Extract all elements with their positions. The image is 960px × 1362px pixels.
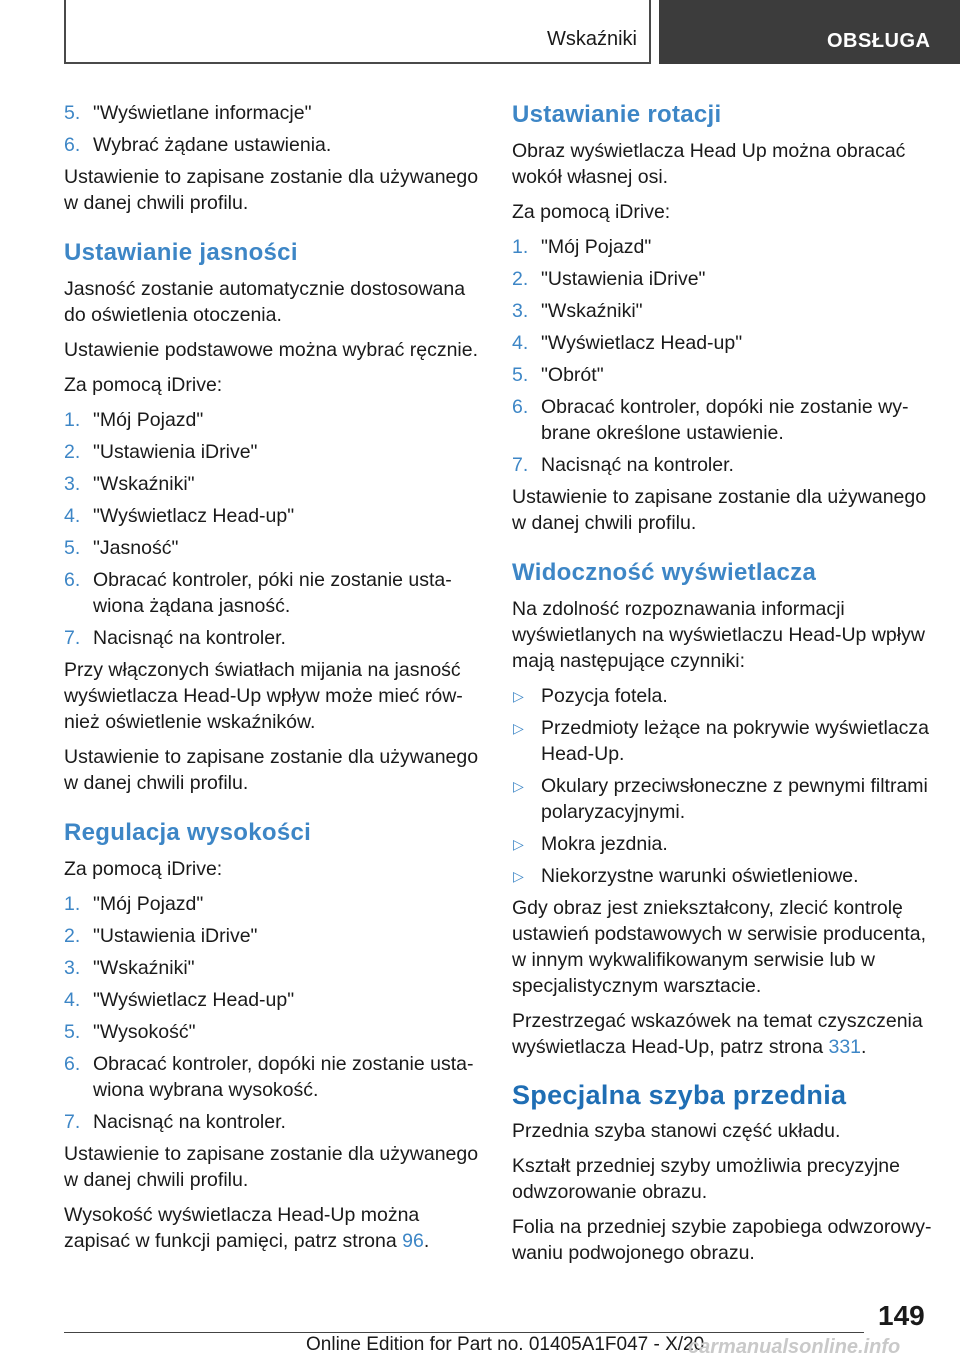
list-item: ▷ Okulary przeciwsłoneczne z pewnymi filtrami polaryzacyjnymi. bbox=[513, 775, 928, 823]
list-item: 3. "Wskaźniki" bbox=[512, 300, 643, 322]
list-item: 2. "Ustawienia iDrive" bbox=[64, 441, 258, 463]
steps-list-top bbox=[64, 100, 484, 158]
footer-divider bbox=[64, 1332, 864, 1333]
paragraph: Za pomocą iDrive: bbox=[64, 374, 223, 396]
list-item: 6. Obracać kontroler, póki nie zostanie ustawiona żądana jasność. bbox=[64, 569, 452, 617]
paragraph: Przestrzegać wskazówek na temat czyszczenia wyświetlacza Head-Up, patrz strona 331. bbox=[512, 1010, 923, 1058]
steps-list-height bbox=[64, 891, 484, 1135]
list-item: 7. Nacisnąć na kontroler. bbox=[64, 1111, 286, 1133]
paragraph: Obraz wyświetlacza Head Up można obracać wokół własnej osi. bbox=[512, 140, 906, 188]
heading-rotation: Ustawianie rotacji bbox=[512, 101, 722, 128]
triangle-bullet-icon: ▷ bbox=[513, 720, 524, 736]
page-link-331[interactable]: 331 bbox=[828, 1036, 862, 1058]
section-title: Wskaźniki bbox=[546, 28, 637, 50]
list-item: ▷ Niekorzystne warunki oświetleniowe. bbox=[513, 865, 859, 887]
list-item: 5. "Wyświetlane informacje" bbox=[64, 102, 312, 124]
heading-height: Regulacja wysokości bbox=[64, 819, 312, 846]
paragraph: Przy włączonych światłach mijania na jasność wyświetlacza Head-Up wpływ może mieć również oświetlenie wskaźników. bbox=[64, 659, 463, 733]
right-column bbox=[512, 100, 932, 1275]
chapter-tab bbox=[659, 0, 960, 64]
triangle-bullet-icon: ▷ bbox=[513, 688, 524, 704]
list-item: 4. "Wyświetlacz Head-up" bbox=[512, 332, 743, 354]
paragraph: Za pomocą iDrive: bbox=[512, 201, 671, 223]
chapter-title: OBSŁUGA bbox=[827, 30, 931, 52]
steps-list-rotation bbox=[512, 234, 932, 478]
list-item: 4. "Wyświetlacz Head-up" bbox=[64, 989, 295, 1011]
list-item: 7. Nacisnąć na kontroler. bbox=[64, 627, 286, 649]
list-item: 4. "Wyświetlacz Head-up" bbox=[64, 505, 295, 527]
edition-text: Online Edition for Part no. 01405A1F047 - X/20 bbox=[306, 1334, 705, 1355]
paragraph: Przednia szyba stanowi część układu. bbox=[512, 1120, 841, 1142]
list-item: ▷ Pozycja fotela. bbox=[513, 685, 668, 707]
heading-brightness: Ustawianie jasności bbox=[64, 239, 298, 266]
triangle-bullet-icon: ▷ bbox=[513, 868, 524, 884]
left-column bbox=[64, 100, 484, 1263]
list-item: 6. Wybrać żądane ustawienia. bbox=[64, 134, 332, 156]
paragraph: Ustawienie to zapisane zostanie dla używanego w danej chwili profilu. bbox=[512, 486, 927, 534]
watermark: carmanualsonline.info bbox=[688, 1336, 901, 1358]
list-item: 5. "Jasność" bbox=[64, 537, 179, 559]
paragraph: Folia na przedniej szybie zapobiega odwzorowywaniu podwojonego obrazu. bbox=[512, 1216, 932, 1264]
paragraph: Wysokość wyświetlacza Head-Up można zapisać w funkcji pamięci, patrz strona 96. bbox=[64, 1204, 430, 1252]
list-item: 6. Obracać kontroler, dopóki nie zostanie wybrane określone ustawienie. bbox=[512, 396, 909, 444]
list-item: 3. "Wskaźniki" bbox=[64, 473, 195, 495]
list-item: 1. "Mój Pojazd" bbox=[512, 236, 652, 258]
triangle-bullet-icon: ▷ bbox=[513, 778, 524, 794]
paragraph: Gdy obraz jest zniekształcony, zlecić kontrolę ustawień podstawowych w serwisie producenta, w innym wykwalifikowanym serwisie lub w specjalistycznym warsztacie. bbox=[512, 897, 927, 997]
paragraph: Jasność zostanie automatycznie dostosowana do oświetlenia otoczenia. bbox=[64, 278, 466, 326]
paragraph: Ustawienie to zapisane zostanie dla używanego w danej chwili profilu. bbox=[64, 166, 479, 214]
list-item: 5. "Obrót" bbox=[512, 364, 604, 386]
list-item: 6. Obracać kontroler, dopóki nie zostanie ustawiona wybrana wysokość. bbox=[64, 1053, 474, 1101]
list-item: 1. "Mój Pojazd" bbox=[64, 409, 204, 431]
list-item: 7. Nacisnąć na kontroler. bbox=[512, 454, 734, 476]
paragraph: Ustawienie podstawowe można wybrać ręcznie. bbox=[64, 339, 479, 361]
list-item: ▷ Przedmioty leżące na pokrywie wyświetlacza Head-Up. bbox=[513, 717, 929, 765]
page-link-96[interactable]: 96 bbox=[402, 1230, 424, 1252]
paragraph: Kształt przedniej szyby umożliwia precyzyjne odwzorowanie obrazu. bbox=[512, 1155, 900, 1203]
list-item: 1. "Mój Pojazd" bbox=[64, 893, 204, 915]
list-item: 5. "Wysokość" bbox=[64, 1021, 196, 1043]
list-item: 2. "Ustawienia iDrive" bbox=[64, 925, 258, 947]
list-item: 3. "Wskaźniki" bbox=[64, 957, 195, 979]
section-tab bbox=[64, 0, 651, 64]
page-number: 149 bbox=[878, 1300, 925, 1331]
steps-list-brightness bbox=[64, 407, 484, 651]
list-item: 2. "Ustawienia iDrive" bbox=[512, 268, 706, 290]
paragraph: Za pomocą iDrive: bbox=[64, 858, 223, 880]
list-item: ▷ Mokra jezdnia. bbox=[513, 833, 668, 855]
page-header bbox=[64, 0, 960, 66]
heading-windshield: Specjalna szyba przednia bbox=[512, 1080, 847, 1110]
factors-list bbox=[512, 683, 932, 889]
paragraph: Ustawienie to zapisane zostanie dla używanego w danej chwili profilu. bbox=[64, 746, 479, 794]
paragraph: Na zdolność rozpoznawania informacji wyświetlanych na wyświetlaczu Head-Up wpływ mają następujące czynniki: bbox=[512, 598, 925, 672]
triangle-bullet-icon: ▷ bbox=[513, 836, 524, 852]
paragraph: Ustawienie to zapisane zostanie dla używanego w danej chwili profilu. bbox=[64, 1143, 479, 1191]
heading-visibility: Widoczność wyświetlacza bbox=[512, 559, 817, 586]
